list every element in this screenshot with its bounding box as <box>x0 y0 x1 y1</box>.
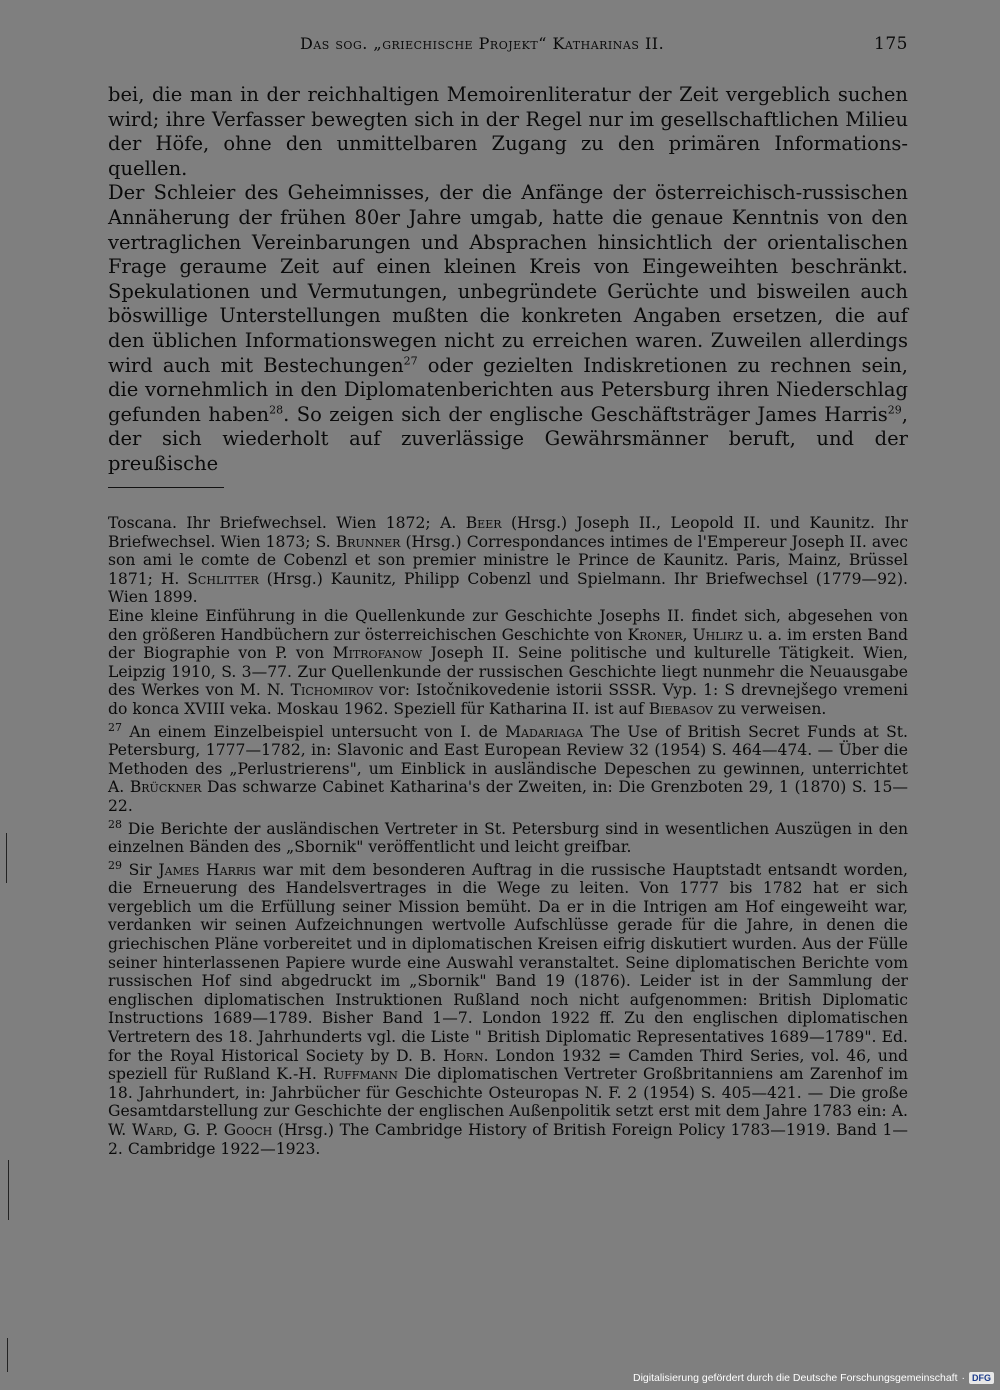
footnote-28 <box>108 817 908 857</box>
note-text: u. a. im ersten Band der Biographie von P. von <box>108 625 908 663</box>
footnote-intro-sources <box>108 607 908 719</box>
note-text: (Hrsg.) Kaunitz, Philipp Cobenzl und Spielmann. Ihr Briefwechsel (1779—92). Wien 1899. <box>108 569 908 607</box>
author-name: Tichomirov <box>290 681 374 700</box>
author-name: Horn <box>443 1046 484 1065</box>
footnote-ref-27[interactable]: 27 <box>403 354 418 368</box>
author-name: Kroner <box>627 625 683 644</box>
main-text <box>108 83 908 477</box>
author-name: James Harris <box>158 860 257 879</box>
footnote-number: 28 <box>108 817 122 831</box>
note-text: Die diplomatischen Vertreter Großbritanniens am Zarenhof im 18. Jahrhundert, in: Jahrbücher für Geschichte Osteuropas N. F. 2 (1954) S. 405—421. — Die große Gesamtdarstellung zur Geschichte der englischen Außenpolitik setzt erst mit dem Jahre 1783 ein: A. W. <box>108 1065 909 1139</box>
note-text: Die Berichte der ausländischen Vertreter in St. Petersburg sind in wesentlichen Auszügen in den einzelnen Bänden des „Sbornik" veröffentlicht und leicht greifbar. <box>108 819 908 857</box>
note-text: , <box>682 625 693 644</box>
paragraph-1: bei, die man in der reichhaltigen Memoirenliteratur der Zeit vergeblich suchen wird; ihre Verfasser bewegten sich in der Regel nur im gesellschaftlichen Milieu der Höfe, ohne den unmittelbaren Zugang zu den primären Informations-quellen. <box>108 83 908 180</box>
author-name: Gooch <box>223 1121 273 1139</box>
footnote-continued <box>108 514 908 607</box>
footnote-ref-28[interactable]: 28 <box>269 403 284 417</box>
note-text: zu verweisen. <box>712 699 827 718</box>
footnote-separator <box>108 487 224 488</box>
margin-line-mark <box>8 1160 9 1220</box>
note-text: Sir <box>122 860 159 879</box>
note-text: Das schwarze Cabinet Katharina's der Zweiten, in: Die Grenzboten 29, 1 (1870) S. 15—22. <box>108 778 908 815</box>
note-text: Joseph II. Seine politische und kulturelle Tätigkeit. Wien, Leipzig 1910, S. 3—77. Zur Quellenkunde der russischen Geschichte liegt nunmehr die Neuausgabe des Werkes von M. N. <box>108 644 908 700</box>
footnote-29 <box>108 858 909 1159</box>
note-text: (Hrsg.) Joseph II., Leopold II. und Kaunitz. Ihr Briefwechsel. Wien 1873; S. <box>108 514 908 551</box>
author-name: Schlitter <box>187 569 259 588</box>
note-text: (Hrsg.) Correspondances intimes de l'Empereur Joseph II. avec son ami le comte de Cobenzl et son premier ministre le Prince de Kaunitz. Paris, Mainz, Brüssel 1871; H. <box>108 532 908 588</box>
margin-line-mark <box>7 1338 8 1372</box>
paragraph-2-part-b: oder gezielten Indiskretionen zu rechnen sein, die vornehmlich in den Diplomatenberichten aus Petersburg ihren Niederschlag gefunden haben <box>108 353 908 426</box>
paragraph-2-part-a: Der Schleier des Geheimnisses, der die Anfänge der österreichisch-russischen Annäherung der frühen 80er Jahre umgab, hatte die genaue Kenntnis von den vertraglichen Vereinbarungen und Absprachen hinsichtlich der orientalischen Frage geraume Zeit auf einen kleinen Kreis von Eingeweihten beschränkt. Spekulationen und Vermutungen, unbegründete Gerüchte und bisweilen auch böswillige Unterstellungen mußten die konkreten Angaben ersetzen, die auf den üblichen Informationswegen nicht zu erreichen waren. Zuweilen allerdings wird auch mit Bestechungen <box>108 181 908 377</box>
author-name: Brunner <box>335 532 401 551</box>
author-name: Ruffmann <box>323 1065 398 1084</box>
paragraph-2-part-c: . So zeigen sich der englische Geschäftsträger James Harris <box>283 402 888 426</box>
note-text: The Use of British Secret Funds at St. Petersburg, 1777—1782, in: Slavonic and East European Review 32 (1954) S. 464—474. — Über die Methoden des „Perlustrierens", um Einblick in ausländische Depeschen zu gewinnen, unterrichtet A. <box>108 722 908 797</box>
footer-credit: Digitalisierung gefördert durch die Deutsche Forschungsgemeinschaft <box>632 1372 958 1384</box>
paragraph-2 <box>108 181 908 476</box>
note-text: Eine kleine Einführung in die Quellenkunde zur Geschichte Josephs II. findet sich, abgesehen von den größeren Handbüchern zur österreichischen Geschichte von <box>108 606 908 644</box>
author-name: Mitrofanow <box>332 644 423 663</box>
author-name: Brückner <box>129 778 202 797</box>
author-name: Madariaga <box>505 722 584 741</box>
note-text: war mit dem besonderen Auftrag in die russische Hauptstadt entsandt worden, die Erneuerung des Handelsvertrages in die Wege zu leiten. Von 1777 bis 1782 hat er sich vergeblich um die Erfüllung seiner Mission bemüht. Da er in die Intrigen am Hof eingeweiht war, verdanken wir seinen Aufzeichnungen wertvolle Aufschlüsse gerade für die Jahre, in denen die griechischen Pläne vorbereitet und in diplomatischen Kreisen eifrig diskutiert wurden. Aus der Fülle seiner hinterlassenen Papiere wurde eine Auswahl veranstaltet. Seine diplomatischen Berichte vom russischen Hof sind abgedruckt im „Sbornik" Band 19 (1876). Leider ist in der Sammlung der englischen diplomatischen Instruktionen Rußland noch nicht aufgenommen: British Diplomatic Instructions 1689—1789. Bisher Band 1—7. London 1922 ff. Zu den englischen diplomatischen Vertretern des 18. Jahrhunderts vgl. die Liste " British Diplomatic Representatives 1689—1789". Ed. for the Royal Historical Society by D. B. <box>108 860 908 1065</box>
note-text: An einem Einzelbeispiel untersucht von I. de <box>122 722 506 741</box>
author-name: Ward <box>131 1121 173 1139</box>
margin-line-mark <box>6 833 7 883</box>
digitization-footer <box>633 1371 994 1385</box>
running-header <box>108 34 908 58</box>
author-name: Uhlirz <box>692 625 743 644</box>
note-text: . London 1932 = Camden Third Series, vol. 46, und speziell für Rußland K.-H. <box>108 1046 908 1084</box>
note-text: Toscana. Ihr Briefwechsel. Wien 1872; A. <box>108 514 466 532</box>
note-text: , G. P. <box>172 1121 224 1139</box>
paragraph-2-part-d: , der sich wiederholt auf zuverlässige Gewährsmänner beruft, und der preußische <box>108 402 908 475</box>
footnotes <box>108 514 908 1158</box>
footnote-number: 27 <box>108 720 122 734</box>
footnote-ref-29[interactable]: 29 <box>887 403 902 417</box>
footer-separator: · <box>961 1372 965 1384</box>
note-text: (Hrsg.) The Cambridge History of British Foreign Policy 1783—1919. Band 1—2. Cambridge 1922—1923. <box>108 1121 908 1158</box>
dfg-logo-icon: DFG <box>969 1372 994 1384</box>
note-text: vor: Istočnikovedenie istorii SSSR. Vyp. 1: S drevnejšego vremeni do konca XVIII veka. Moskau 1962. Speziell für Katharina II. ist auf <box>108 681 908 718</box>
footnote-number: 29 <box>108 858 122 872</box>
footnote-27 <box>108 720 908 816</box>
author-name: Biebasov <box>648 699 713 718</box>
page-number: 175 <box>874 34 908 54</box>
author-name: Beer <box>465 514 502 532</box>
running-title: Das sog. „griechische Projekt“ Katharinas II. <box>300 34 665 53</box>
